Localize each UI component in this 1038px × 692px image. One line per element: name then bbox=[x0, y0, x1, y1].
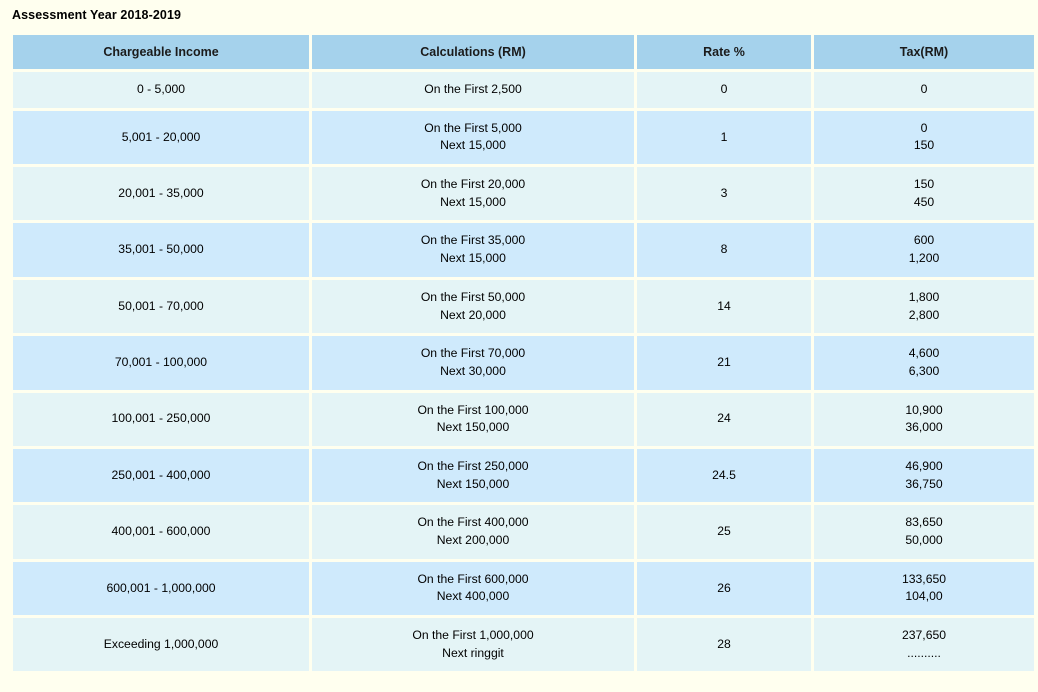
cell-calculations bbox=[312, 505, 634, 558]
calc-line-1: On the First 35,000 bbox=[420, 233, 526, 248]
cell-rate: 25 bbox=[637, 505, 811, 558]
cell-rate: 28 bbox=[637, 618, 811, 671]
cell-rate: 1 bbox=[637, 111, 811, 164]
calc-line-2: Next 15,000 bbox=[440, 138, 506, 153]
table-row bbox=[13, 223, 1034, 276]
cell-calculations bbox=[312, 618, 634, 671]
calc-line-1: On the First 250,000 bbox=[417, 458, 529, 473]
tax-line-1: 0 bbox=[920, 82, 928, 96]
calc-line-2: Next 150,000 bbox=[436, 476, 510, 491]
cell-calculations bbox=[312, 393, 634, 446]
cell-tax bbox=[814, 505, 1034, 558]
calc-line-1: On the First 2,500 bbox=[424, 82, 522, 96]
cell-chargeable-income: 100,001 - 250,000 bbox=[13, 393, 309, 446]
calc-line-2: Next 15,000 bbox=[440, 251, 506, 266]
column-header-tax: Tax(RM) bbox=[814, 35, 1034, 69]
cell-calculations bbox=[312, 167, 634, 220]
cell-calculations bbox=[312, 280, 634, 333]
cell-tax bbox=[814, 449, 1034, 502]
cell-tax bbox=[814, 111, 1034, 164]
calc-line-1: On the First 5,000 bbox=[424, 120, 522, 135]
tax-line-2: 6,300 bbox=[908, 363, 940, 378]
cell-tax bbox=[814, 393, 1034, 446]
cell-rate: 24 bbox=[637, 393, 811, 446]
calc-line-2: Next 15,000 bbox=[440, 194, 506, 209]
tax-line-2: 36,750 bbox=[905, 476, 943, 491]
cell-tax bbox=[814, 618, 1034, 671]
cell-tax bbox=[814, 280, 1034, 333]
cell-tax bbox=[814, 562, 1034, 615]
cell-calculations bbox=[312, 72, 634, 108]
tax-line-2: 2,800 bbox=[908, 307, 940, 322]
column-header-chargeable-income: Chargeable Income bbox=[13, 35, 309, 69]
cell-tax bbox=[814, 336, 1034, 389]
table-row bbox=[13, 393, 1034, 446]
tax-line-1: 600 bbox=[913, 233, 935, 248]
calc-line-2: Next 30,000 bbox=[440, 363, 506, 378]
tax-line-2: 104,00 bbox=[905, 589, 943, 604]
cell-rate: 14 bbox=[637, 280, 811, 333]
tax-line-1: 133,650 bbox=[901, 571, 947, 586]
cell-chargeable-income: 35,001 - 50,000 bbox=[13, 223, 309, 276]
tax-line-2: 1,200 bbox=[908, 251, 940, 266]
tax-line-2: 50,000 bbox=[905, 533, 943, 547]
tax-rate-table bbox=[10, 32, 1037, 674]
column-header-rate: Rate % bbox=[637, 35, 811, 69]
table-header-row bbox=[13, 35, 1034, 69]
tax-line-1: 10,900 bbox=[905, 402, 943, 417]
calc-line-1: On the First 600,000 bbox=[417, 571, 529, 586]
cell-calculations bbox=[312, 223, 634, 276]
calc-line-1: On the First 400,000 bbox=[417, 515, 529, 530]
cell-calculations bbox=[312, 449, 634, 502]
cell-rate: 3 bbox=[637, 167, 811, 220]
column-header-calculations: Calculations (RM) bbox=[312, 35, 634, 69]
table-row bbox=[13, 618, 1034, 671]
table-row bbox=[13, 72, 1034, 108]
tax-line-1: 83,650 bbox=[905, 515, 943, 530]
table-header bbox=[13, 35, 1034, 69]
cell-chargeable-income: Exceeding 1,000,000 bbox=[13, 618, 309, 671]
cell-chargeable-income: 400,001 - 600,000 bbox=[13, 505, 309, 558]
calc-line-2: Next ringgit bbox=[442, 645, 504, 660]
table-row bbox=[13, 336, 1034, 389]
calc-line-2: Next 150,000 bbox=[436, 420, 510, 435]
tax-line-1: 237,650 bbox=[901, 628, 947, 643]
cell-rate: 24.5 bbox=[637, 449, 811, 502]
calc-line-1: On the First 1,000,000 bbox=[412, 628, 534, 643]
calc-line-1: On the First 50,000 bbox=[420, 289, 526, 304]
cell-chargeable-income: 20,001 - 35,000 bbox=[13, 167, 309, 220]
tax-line-2: .......... bbox=[907, 645, 941, 660]
tax-line-1: 46,900 bbox=[905, 458, 943, 473]
table-row bbox=[13, 505, 1034, 558]
calc-line-2: Next 400,000 bbox=[436, 589, 510, 604]
cell-chargeable-income: 5,001 - 20,000 bbox=[13, 111, 309, 164]
cell-calculations bbox=[312, 111, 634, 164]
tax-line-2: 150 bbox=[913, 138, 935, 153]
cell-chargeable-income: 0 - 5,000 bbox=[13, 72, 309, 108]
cell-rate: 8 bbox=[637, 223, 811, 276]
tax-line-1: 4,600 bbox=[908, 346, 940, 361]
tax-line-1: 1,800 bbox=[908, 289, 940, 304]
table-row bbox=[13, 280, 1034, 333]
cell-chargeable-income: 250,001 - 400,000 bbox=[13, 449, 309, 502]
page-title: Assessment Year 2018-2019 bbox=[12, 8, 182, 22]
cell-rate: 0 bbox=[637, 72, 811, 108]
table-body bbox=[13, 72, 1034, 671]
cell-calculations bbox=[312, 562, 634, 615]
calc-line-1: On the First 100,000 bbox=[417, 402, 529, 417]
tax-line-2: 450 bbox=[913, 194, 935, 209]
tax-line-1: 150 bbox=[913, 177, 935, 192]
table-row bbox=[13, 167, 1034, 220]
calc-line-1: On the First 70,000 bbox=[420, 346, 526, 361]
cell-chargeable-income: 70,001 - 100,000 bbox=[13, 336, 309, 389]
calc-line-1: On the First 20,000 bbox=[420, 177, 526, 192]
cell-calculations bbox=[312, 336, 634, 389]
table-row bbox=[13, 449, 1034, 502]
cell-tax bbox=[814, 223, 1034, 276]
cell-tax bbox=[814, 72, 1034, 108]
cell-tax bbox=[814, 167, 1034, 220]
calc-line-2: Next 200,000 bbox=[436, 533, 510, 547]
cell-rate: 21 bbox=[637, 336, 811, 389]
table-row bbox=[13, 111, 1034, 164]
table-row bbox=[13, 562, 1034, 615]
cell-chargeable-income: 600,001 - 1,000,000 bbox=[13, 562, 309, 615]
tax-line-1: 0 bbox=[920, 120, 928, 135]
tax-line-2: 36,000 bbox=[905, 420, 943, 435]
cell-chargeable-income: 50,001 - 70,000 bbox=[13, 280, 309, 333]
calc-line-2: Next 20,000 bbox=[440, 307, 506, 322]
cell-rate: 26 bbox=[637, 562, 811, 615]
